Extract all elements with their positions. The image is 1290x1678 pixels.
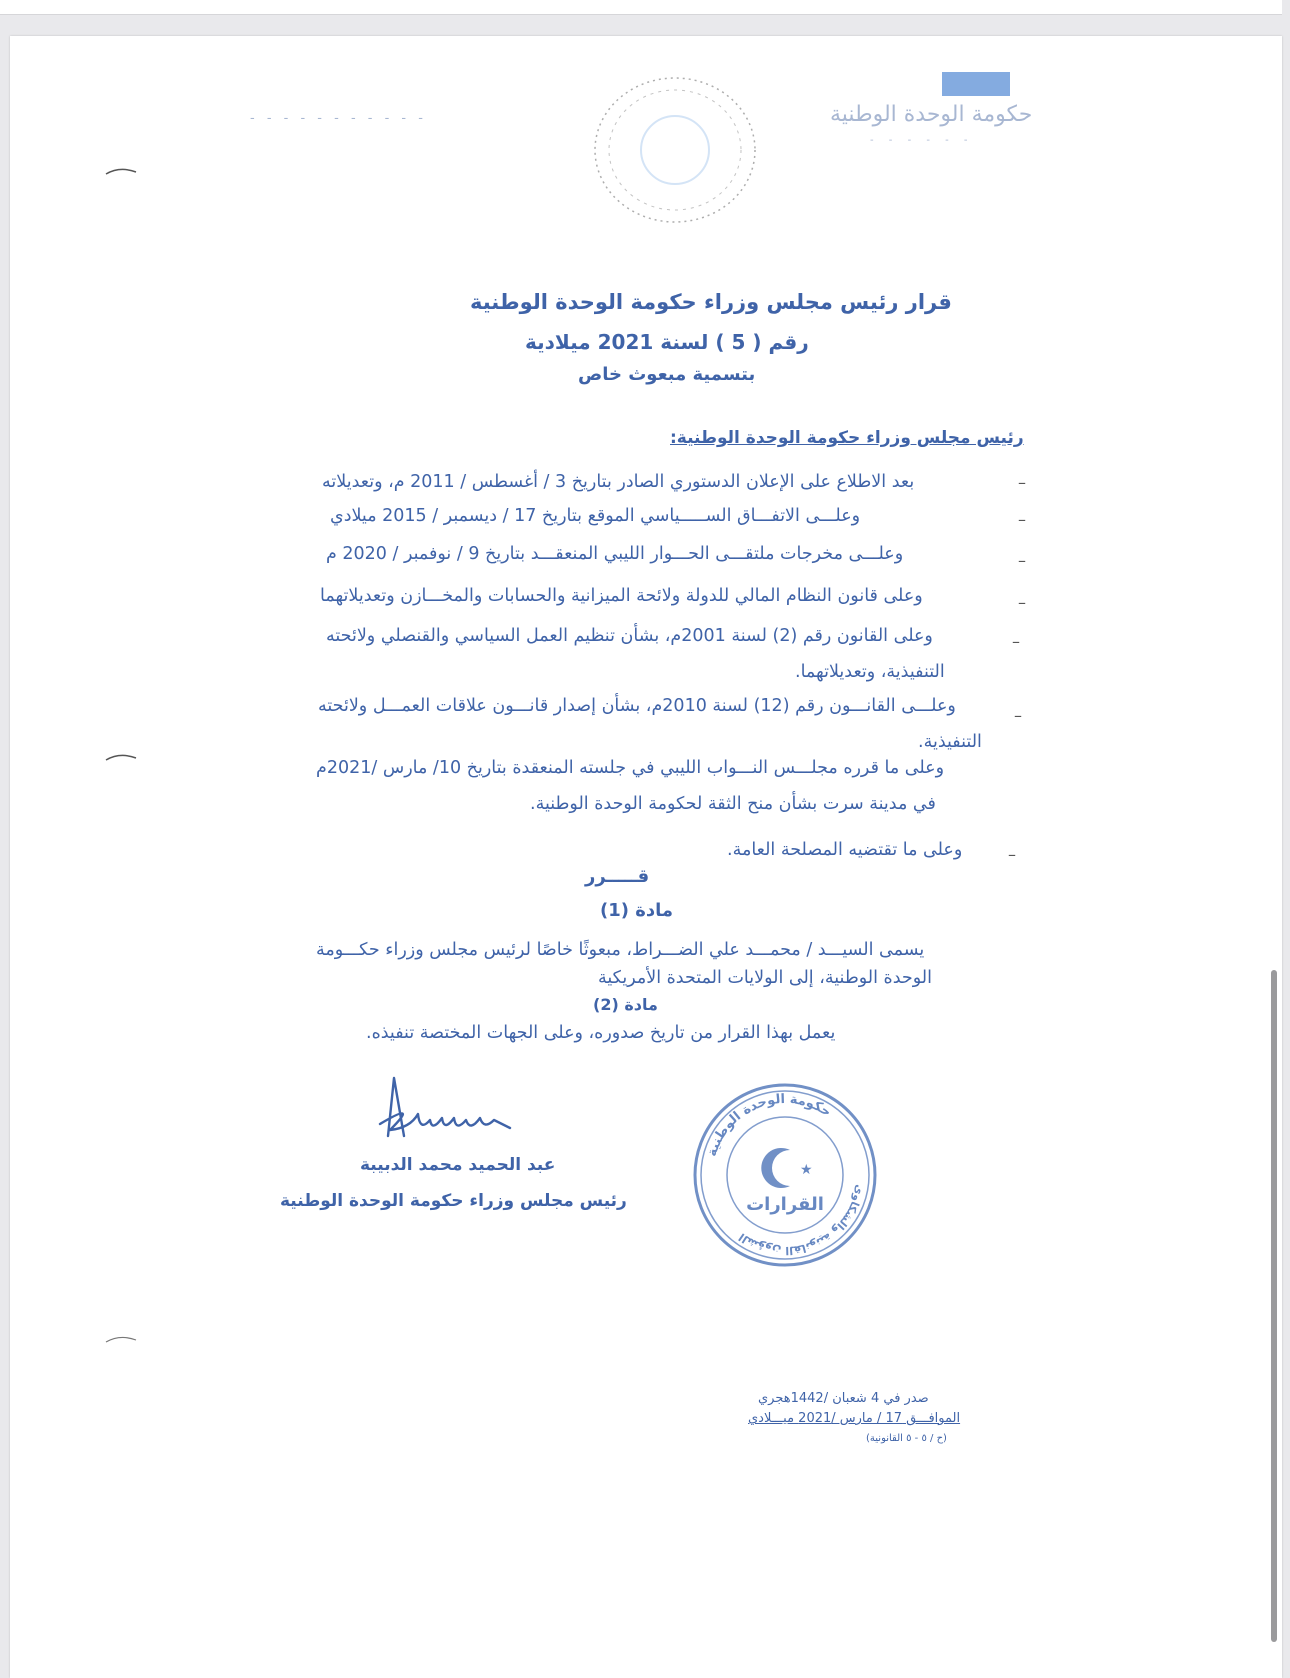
- preamble-heading: رئيس مجلس وزراء حكومة الوحدة الوطنية:: [670, 428, 1024, 448]
- article-1-label: مادة (1): [600, 900, 674, 921]
- letterhead-right-text: حكومة الوحدة الوطنية: [830, 102, 1033, 127]
- highlight-mark: [942, 72, 1010, 96]
- article-2-line: يعمل بهذا القرار من تاريخ صدوره، وعلى الجهات المختصة تنفيذه.: [366, 1023, 836, 1043]
- stamp-inner-text: القرارات: [746, 1194, 824, 1215]
- decision-number: رقم ( 5 ) لسنة 2021 ميلادية: [525, 330, 809, 354]
- decision-subject: بتسمية مبعوث خاص: [578, 364, 756, 385]
- punch-hole-mark: [104, 1334, 138, 1344]
- decision-title: قرار رئيس مجلس وزراء حكومة الوحدة الوطنية: [470, 290, 952, 314]
- handwritten-signature: [360, 1070, 530, 1150]
- recital-line: بعد الاطلاع على الإعلان الدستوري الصادر بتاريخ 3 / أغسطس / 2011 م، وتعديلاته: [322, 472, 915, 492]
- footer-hijri-date: صدر في 4 شعبان /1442هجري: [758, 1391, 929, 1406]
- article-1-line: يسمى السيـــد / محمـــد علي الضـــراط، مبعوثًا خاصًا لرئيس مجلس وزراء حكـــومة: [316, 940, 925, 960]
- bullet-dash: –: [1012, 632, 1020, 651]
- emblem-seal-icon: [580, 70, 770, 230]
- recital-line: وعلى قانون النظام المالي للدولة ولائحة الميزانية والحسابات والمخـــازن وتعديلاتهما: [320, 586, 923, 606]
- official-stamp: [690, 1080, 880, 1270]
- bullet-dash: –: [1018, 473, 1026, 492]
- recital-line: وعلـــى الاتفـــاق الســـــياسي الموقع بتاريخ 17 / ديسمبر / 2015 ميلادي: [330, 506, 861, 526]
- letterhead-right-subtext: - - - - - -: [870, 135, 974, 146]
- signatory-name: عبد الحميد محمد الدبيبة: [360, 1155, 556, 1175]
- punch-hole-mark: [104, 166, 138, 176]
- stamp-bottom-text: الشؤون القانونية والشكاوى: [736, 1183, 867, 1258]
- decision-label: قـــــرر: [585, 866, 650, 887]
- bullet-dash: –: [1018, 551, 1026, 570]
- bullet-dash: –: [1018, 510, 1026, 529]
- bullet-dash: –: [1008, 845, 1016, 864]
- letterhead-left-text: - - - - - - - - - - -: [250, 111, 427, 126]
- recital-line: التنفيذية.: [918, 732, 982, 752]
- recital-line: وعلى ما تقتضيه المصلحة العامة.: [727, 840, 963, 860]
- vertical-scrollbar[interactable]: [1271, 970, 1277, 1642]
- bullet-dash: –: [1018, 593, 1026, 612]
- article-2-label: مادة (2): [593, 995, 658, 1014]
- recital-line: في مدينة سرت بشأن منح الثقة لحكومة الوحدة الوطنية.: [530, 794, 936, 814]
- recital-line: التنفيذية، وتعديلاتهما.: [795, 662, 945, 682]
- recital-line: وعلـــى القانـــون رقم (12) لسنة 2010م، بشأن إصدار قانـــون علاقات العمـــل ولائحته: [318, 696, 956, 716]
- svg-text:★: ★: [800, 1162, 813, 1178]
- footer-reference: (ح / ٥ - ٥ القانونية): [866, 1433, 947, 1444]
- bullet-dash: –: [1014, 706, 1022, 725]
- footer-gregorian-date: الموافـــق 17 / مارس /2021 ميـــلادي: [748, 1411, 961, 1426]
- recital-line: وعلى ما قرره مجلـــس النـــواب الليبي في جلسته المنعقدة بتاريخ 10/ مارس /2021م: [316, 758, 945, 778]
- signatory-title: رئيس مجلس وزراء حكومة الوحدة الوطنية: [280, 1191, 627, 1211]
- article-1-line: الوحدة الوطنية، إلى الولايات المتحدة الأمريكية: [598, 968, 932, 988]
- recital-line: وعلـــى مخرجات ملتقـــى الحـــوار الليبي المنعقـــد بتاريخ 9 / نوفمبر / 2020 م: [326, 544, 904, 564]
- previous-page-edge: [0, 0, 1282, 15]
- stamp-outer-text: حكومة الوحدة الوطنية: [704, 1091, 834, 1159]
- recital-line: وعلى القانون رقم (2) لسنة 2001م، بشأن تنظيم العمل السياسي والقنصلي ولائحته: [326, 626, 933, 646]
- document-page: [10, 36, 1282, 1678]
- punch-hole-mark: [104, 752, 138, 762]
